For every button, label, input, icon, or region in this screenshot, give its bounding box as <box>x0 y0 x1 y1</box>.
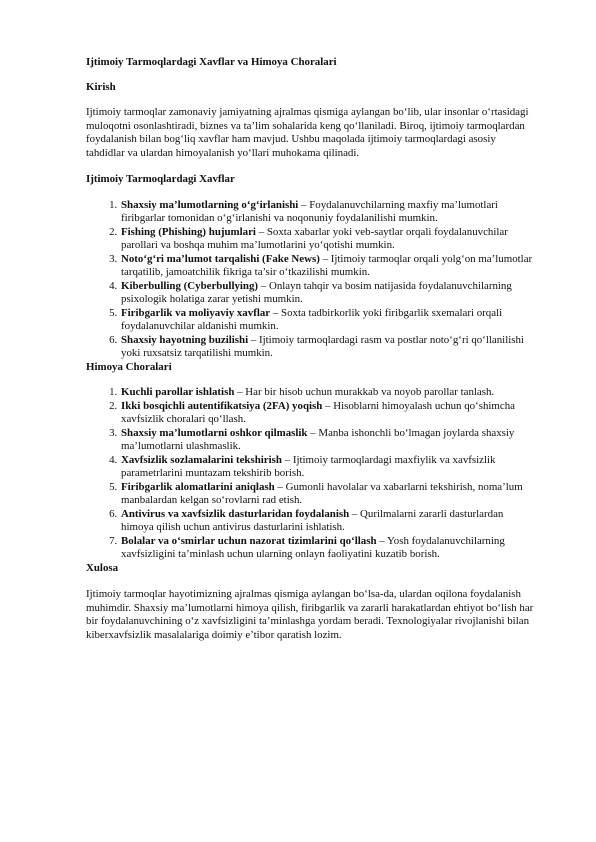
list-item-title: Shaxsiy hayotning buzilishi <box>121 333 249 346</box>
protection-heading: Himoya Choralari <box>86 360 172 373</box>
list-item <box>120 400 536 427</box>
list-item-text: – Foydalanuvchilarning maxfiy ma’lumotlari firibgarlar tomonidan o‘g‘irlanishi va noqonuniy foydalanilishi mumkin. <box>121 198 498 224</box>
list-item <box>120 481 536 508</box>
list-item <box>120 427 536 454</box>
list-item-text: – Soxta tadbirkorlik yoki firibgarlik sxemalari orqali foydalanuvchilar aldanishi mumkin. <box>121 306 503 332</box>
list-item-text: – Yosh foydalanuvchilarning xavfsizligini ta’minlash uchun ularning onlayn faoliyatini kuzatib borish. <box>121 534 505 560</box>
protection-list <box>86 386 536 562</box>
conclusion-paragraph: Ijtimoiy tarmoqlar hayotimizning ajralmas qismiga aylangan bo‘lsa-da, ulardan oqilona foydalanish muhimdir. Shaxsiy ma’lumotlarni himoya qilish, firibgarlik va zararli harakatlardan ehtiyot bo‘lish har bir foydalanuvchining o‘z xavfsizligini ta’minlashga yordam beradi. Texnologiyalar rivojlanishi bilan kiberxavfsizlik masalalariga doimiy e’tibor qaratish lozim. <box>86 588 534 641</box>
document-title: Ijtimoiy Tarmoqlardagi Xavflar va Himoya Choralari <box>86 56 337 68</box>
list-item <box>120 280 536 307</box>
list-item-text: – Onlayn tahqir va bosim natijasida foydalanuvchilarning psixologik holatiga zarar yetishi mumkin. <box>121 279 512 305</box>
list-item-title: Firibgarlik va moliyaviy xavflar <box>121 306 271 319</box>
list-item-text: – Ijtimoiy tarmoqlar orqali yolg‘on ma’lumotlar tarqatilib, jamoatchilik fikriga ta’sir o‘tkazilishi mumkin. <box>121 252 533 278</box>
list-item-title: Ikki bosqichli autentifikatsiya (2FA) yoqish <box>121 399 323 412</box>
list-item-title: Kuchli parollar ishlatish <box>121 386 235 398</box>
list-item <box>120 307 536 334</box>
list-item-title: Noto‘g‘ri ma’lumot tarqalishi (Fake News) <box>121 252 320 265</box>
list-item-title: Kiberbulling (Cyberbullying) <box>121 279 259 292</box>
list-item-text: – Hisoblarni himoyalash uchun qo‘shimcha xavfsizlik choralari qo‘llash. <box>121 399 515 425</box>
list-item <box>120 454 536 481</box>
threats-heading: Ijtimoiy Tarmoqlardagi Xavflar <box>86 173 235 185</box>
threats-list <box>86 199 536 361</box>
list-item <box>120 199 536 226</box>
list-item-title: Firibgarlik alomatlarini aniqlash <box>121 480 275 493</box>
list-item-text: – Soxta xabarlar yoki veb-saytlar orqali foydalanuvchilar parollari va boshqa muhim ma’lumotlarini yo‘qotishi mumkin. <box>121 225 508 251</box>
list-item-title: Shaxsiy ma’lumotlarni oshkor qilmaslik <box>121 426 308 439</box>
list-item-text: – Gumonli havolalar va xabarlarni tekshirish, noma’lum manbalardan kelgan so‘rovlarni rad etish. <box>121 480 523 506</box>
list-item <box>120 386 536 400</box>
list-item-title: Bolalar va o‘smirlar uchun nazorat tizimlarini qo‘llash <box>121 534 377 547</box>
conclusion-heading: Xulosa <box>86 561 119 574</box>
list-item <box>120 508 536 535</box>
list-item-title: Shaxsiy ma’lumotlarning o‘g‘irlanishi <box>121 198 299 211</box>
list-item <box>120 226 536 253</box>
list-item <box>120 334 536 361</box>
list-item-title: Xavfsizlik sozlamalarini tekshirish <box>121 453 282 466</box>
list-item-text: – Manba ishonchli bo‘lmagan joylarda shaxsiy ma’lumotlarni ulashmaslik. <box>121 426 515 452</box>
list-item-text: – Ijtimoiy tarmoqlardagi rasm va postlar noto‘g‘ri qo‘llanilishi yoki ruxsatsiz tarqatilishi mumkin. <box>121 333 524 359</box>
list-item-text: – Ijtimoiy tarmoqlardagi maxfiylik va xavfsizlik parametrlarini muntazam tekshirib borish. <box>121 453 496 479</box>
list-item-text: – Qurilmalarni zararli dasturlardan himoya qilish uchun antivirus dasturlarini ishlatish. <box>121 507 504 533</box>
list-item-title: Fishing (Phishing) hujumlari <box>121 225 256 238</box>
list-item-title: Antivirus va xavfsizlik dasturlaridan foydalanish <box>121 507 350 520</box>
intro-paragraph: Ijtimoiy tarmoqlar zamonaviy jamiyatning ajralmas qismiga aylangan bo‘lib, ular insonlar o‘rtasidagi muloqotni osonlashtiradi, biznes va ta’lim sohalarida keng qo‘llaniladi. Biroq, ijtimoiy tarmoqlardan foydalanish bilan bog‘liq xavflar ham mavjud. Ushbu maqolada ijtimoiy tarmoqlardagi asosiy tahdidlar va ulardan himoyalanish yo‘llari muhokama qilinadi. <box>86 106 529 159</box>
intro-heading: Kirish <box>86 80 116 93</box>
list-item <box>120 535 536 562</box>
list-item-text: – Har bir hisob uchun murakkab va noyob parollar tanlash. <box>234 386 495 398</box>
list-item <box>120 253 536 280</box>
